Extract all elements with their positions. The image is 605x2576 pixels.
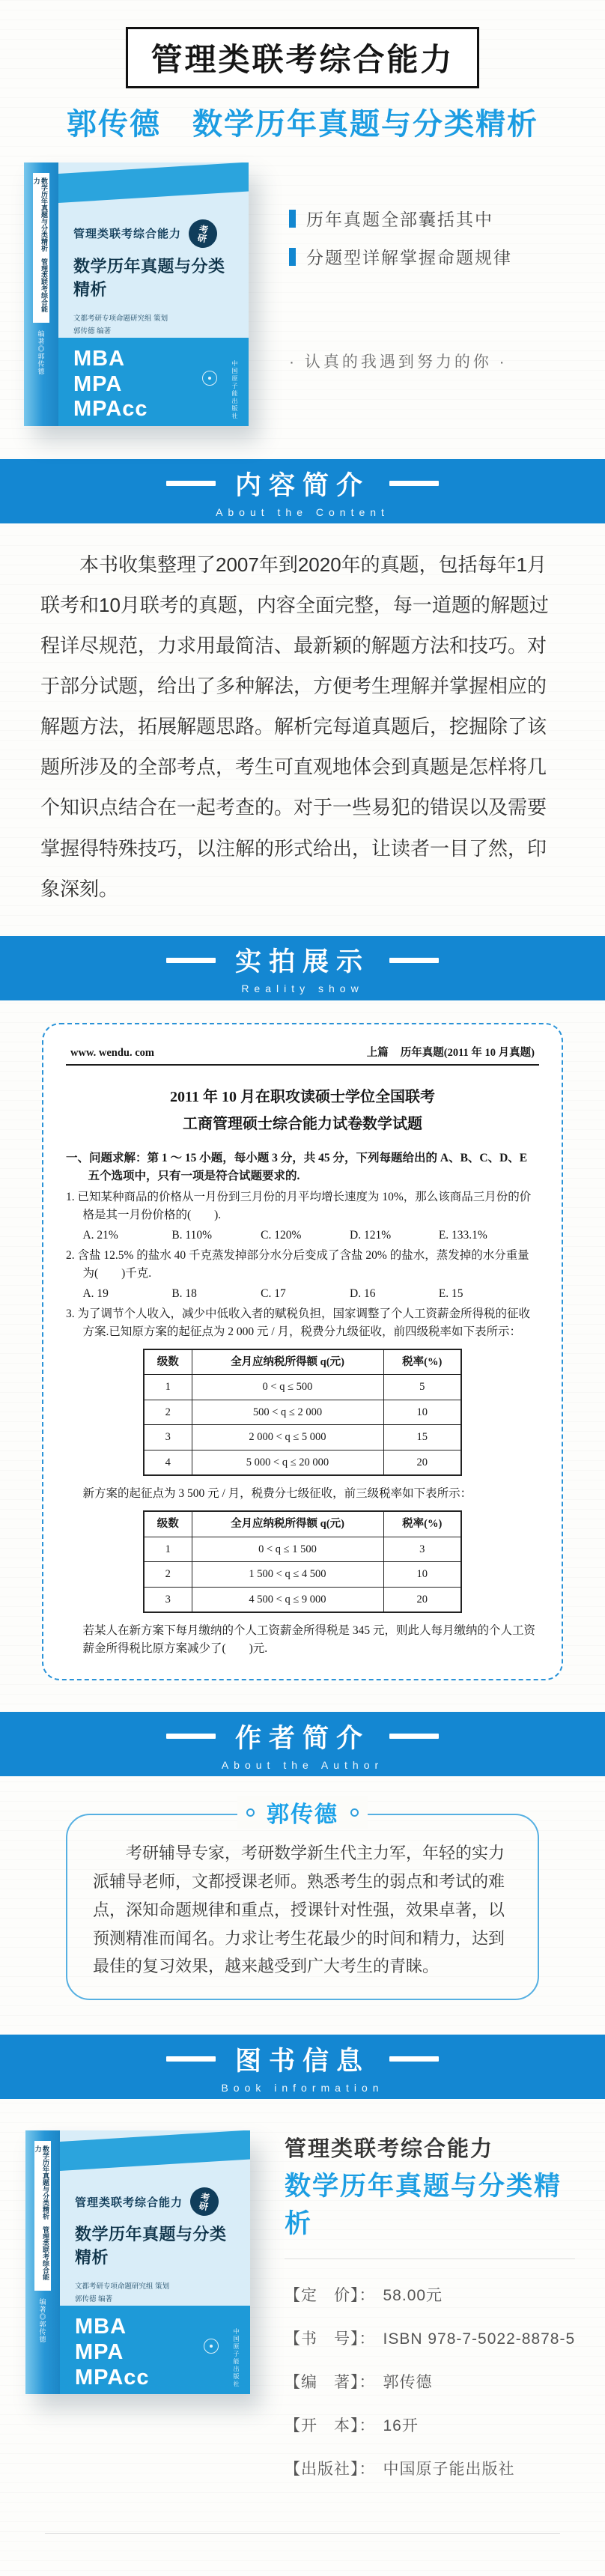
section-subtitle: About the Author: [221, 1758, 384, 1771]
dash-decoration: [389, 2056, 439, 2062]
table-header: 级数: [144, 1349, 192, 1375]
question-2-options: [66, 1285, 539, 1303]
table-row: 1 0 < q ≤ 1 500 3: [144, 1537, 461, 1561]
question-1: 1. 已知某种商品的价格从一月份到三月份的月平均增长速度为 10%，那么该商品三月份的价格是其一月份价格的( ).: [66, 1190, 532, 1221]
cover-publisher: 中国原子能出版社: [233, 2328, 240, 2389]
tax-table-new-plan: [143, 1510, 462, 1613]
dash-decoration: [389, 481, 439, 486]
spine-author: 编著◎郭传德: [37, 330, 45, 375]
question-3-continued: 新方案的起征点为 3 500 元 / 月，税费分七级征收，前三级税率如下表所示：: [82, 1487, 472, 1501]
content-intro: [0, 523, 605, 936]
kaoyan-badge-icon: 考研: [188, 2185, 221, 2218]
book-cover: [24, 162, 249, 426]
exam-title-line2: 工商管理硕士综合能力试卷数学试题: [183, 1115, 422, 1132]
info-title: 数学历年真题与分类精析: [285, 2172, 562, 2239]
book-info-section: [0, 2099, 605, 2500]
table-row: 3 4 500 < q ≤ 9 000 20: [144, 1587, 461, 1612]
section-subtitle: Book information: [221, 2081, 384, 2094]
cover-credits: [75, 2280, 237, 2306]
paper-header-part: 历年真题(2011 年 10 月真题): [400, 1046, 535, 1059]
cover-top-band: [58, 162, 249, 203]
tax-table-old-plan: [143, 1349, 462, 1476]
question-2: 2. 含盐 12.5% 的盐水 40 千克蒸发掉部分水分后变成了含盐 20% 的盐水，蒸发掉的水分重量为( )千克.: [66, 1248, 529, 1280]
section-header-content: [0, 459, 605, 523]
degree-mpacc: MPAcc: [73, 397, 148, 422]
table-row: 1 0 < q ≤ 500 5: [144, 1375, 461, 1400]
exam-paper: [66, 1042, 539, 1658]
section-header-book-info: [0, 2035, 605, 2099]
cover-bottom-band: [58, 338, 249, 426]
dot-decoration: [350, 1808, 359, 1817]
exam-body: [66, 1149, 539, 1658]
option: D. 121%: [350, 1228, 392, 1242]
option: B. 110%: [171, 1228, 212, 1242]
kaoyan-badge-icon: 考研: [186, 217, 219, 250]
author-section: [0, 1776, 605, 2035]
cover-author: 郭传德 编著: [73, 326, 112, 335]
section-title: 实拍展示: [234, 947, 370, 977]
cover-series: 管理类联考综合能力: [75, 2196, 183, 2209]
info-series: 管理类联考综合能力: [285, 2137, 494, 2162]
cover-credits: [73, 312, 235, 338]
cover-title: 数学历年真题与分类精析: [75, 2225, 227, 2267]
bottom-divider: [45, 2533, 560, 2534]
question-1-options: [66, 1227, 539, 1245]
cover-bottom-band: [60, 2306, 250, 2394]
section-header-reality: [0, 936, 605, 1000]
book-front: [60, 2130, 250, 2394]
dash-decoration: [166, 1734, 216, 1739]
section-title: 图书信息: [234, 2046, 370, 2076]
info-row-publisher: 【出版社】： 中国原子能出版社: [285, 2461, 515, 2479]
exam-title-line1: 2011 年 10 月在职攻读硕士学位全国联考: [170, 1088, 435, 1105]
degree-mpa: MPA: [75, 2339, 124, 2364]
table-header: 全月应纳税所得额 q(元): [192, 1349, 383, 1375]
series-banner: 管理类联考综合能力: [126, 27, 478, 88]
spine-author: 编著◎郭传德: [38, 2298, 46, 2344]
cover-planner: 文都考研专项命题研究组 策划: [75, 2282, 170, 2291]
dash-decoration: [389, 1734, 439, 1739]
section-title: 作者简介: [234, 1723, 370, 1753]
selling-point-text: 历年真题全部囊括其中: [306, 210, 493, 229]
section-header-author: [0, 1712, 605, 1776]
degree-mpacc: MPAcc: [75, 2365, 150, 2390]
cover-author: 郭传德 编著: [75, 2295, 113, 2304]
page-title: 郭传德 数学历年真题与分类精析: [67, 108, 538, 141]
dot-decoration: [246, 1808, 255, 1817]
sample-page-card: [42, 1023, 563, 1680]
option: B. 18: [171, 1287, 197, 1300]
cover-planner: 文都考研专项命题研究组 策划: [73, 314, 168, 323]
author-name: 郭传德: [267, 1802, 338, 1828]
info-row-format: 【开 本】： 16开: [285, 2417, 419, 2435]
exam-section-intro: 一、问题求解：第 1 ～ 15 小题，每小题 3 分，共 45 分，下列每题给出的 A、B、C、D、E 五个选项中，只有一项是符合试题要求的.: [66, 1151, 528, 1182]
table-header: 税率(%): [383, 1511, 461, 1537]
selling-point-text: 分题型详解掌握命题规律: [306, 248, 512, 267]
cover-middle: [60, 2171, 250, 2306]
dash-decoration: [166, 958, 216, 963]
book-spine: [25, 2130, 60, 2394]
divider: [285, 2258, 575, 2259]
question-3-ending: 若某人在新方案下每月缴纳的个人工资薪金所得税是 345 元，则此人每月缴纳的个人工资薪金所得税比原方案减少了( )元.: [82, 1624, 535, 1656]
cover-series: 管理类联考综合能力: [73, 228, 182, 241]
bullet-marker: [289, 210, 296, 228]
paper-site: www. wendu. com: [70, 1046, 154, 1059]
cover-top-band: [60, 2130, 250, 2171]
info-row-author: 【编 著】： 郭传德: [285, 2374, 433, 2392]
table-header: 级数: [144, 1511, 192, 1537]
spine-title: 数学历年真题与分类精析 管理类联考综合能力: [34, 2141, 51, 2291]
table-row: 3 2 000 < q ≤ 5 000 15: [144, 1425, 461, 1450]
table-row: 2 1 500 < q ≤ 4 500 10: [144, 1562, 461, 1587]
option: A. 21%: [82, 1228, 118, 1242]
slogan: · 认真的我遇到努力的你 ·: [289, 353, 508, 371]
paper-header: [66, 1042, 539, 1066]
exam-title: [66, 1084, 539, 1137]
selling-point: [289, 206, 512, 231]
option: C. 17: [261, 1287, 286, 1300]
book-spine: [24, 162, 58, 426]
dash-decoration: [166, 481, 216, 486]
selling-point: [289, 244, 512, 269]
cover-title: 数学历年真题与分类精析: [73, 256, 225, 299]
degree-mpa: MPA: [73, 371, 123, 396]
info-row-price: 【定 价】： 58.00元: [285, 2287, 443, 2305]
paper-header-part: 上篇: [366, 1046, 389, 1059]
table-header: 全月应纳税所得额 q(元): [192, 1511, 383, 1537]
section-subtitle: Reality show: [241, 982, 364, 995]
sample-page-section: [0, 1000, 605, 1712]
info-row-isbn: 【书 号】： ISBN 978-7-5022-8878-5: [285, 2330, 576, 2348]
book-info-details: [285, 2130, 584, 2500]
degree-mba: MBA: [75, 2315, 127, 2339]
author-name-chip: [237, 1796, 368, 1829]
book-cover: [25, 2130, 250, 2394]
section-subtitle: About the Content: [216, 505, 389, 518]
option: D. 16: [350, 1287, 376, 1300]
hero-section: [0, 0, 605, 459]
section-title: 内容简介: [234, 470, 370, 500]
table-row: 2 500 < q ≤ 2 000 10: [144, 1400, 461, 1424]
dash-decoration: [389, 958, 439, 963]
selling-points: [289, 162, 512, 426]
bullet-marker: [289, 248, 296, 266]
cover-middle: [58, 203, 249, 338]
option: A. 19: [82, 1287, 109, 1300]
degree-mba: MBA: [73, 347, 126, 371]
publisher-logo-icon: [202, 371, 217, 386]
cover-publisher: 中国原子能出版社: [231, 360, 238, 420]
book-front: [58, 162, 249, 426]
spine-title: 数学历年真题与分类精析 管理类联考综合能力: [33, 173, 49, 323]
dash-decoration: [166, 2056, 216, 2062]
option: E. 15: [438, 1287, 463, 1300]
question-3: 3. 为了调节个人收入，减少中低收入者的赋税负担，国家调整了个人工资薪金所得税的征收方案.已知原方案的起征点为 2 000 元 / 月，税费分九级征收，前四级税率如下表所示：: [66, 1307, 531, 1338]
author-bio-text: 考研辅导专家，考研数学新生代主力军，年轻的实力派辅导老师，文都授课老师。熟悉考生的弱点和考试的难点，深知命题规律和重点，授课针对性强，效果卓著，以预测精准而闻名。力求让考生花最少的时间和精力，达到最佳的复习效果，越来越受到广大考生的青睐。: [93, 1844, 505, 1976]
table-header: 税率(%): [383, 1349, 461, 1375]
option: C. 120%: [261, 1228, 302, 1242]
option: E. 133.1%: [438, 1228, 487, 1242]
hero-body: [0, 162, 605, 426]
table-row: 4 5 000 < q ≤ 20 000 20: [144, 1450, 461, 1475]
content-intro-text: 本书收集整理了2007年到2020年的真题，包括每年1月联考和10月联考的真题，内容全面完整，每一道题的解题过程详尽规范，力求用最简洁、最新颖的解题方法和技巧。对于部分试题，给出了多种解法，方便考生理解并掌握相应的解题方法，拓展解题思路。解析完每道真题后，挖掘除了该题所涉及的全部考点，考生可直观地体会到真题是怎样将几个知识点结合在一起考查的。对于一些易犯的错误以及需要掌握得特殊技巧，以注解的形式给出，让读者一目了然，印象深刻。: [40, 553, 549, 900]
